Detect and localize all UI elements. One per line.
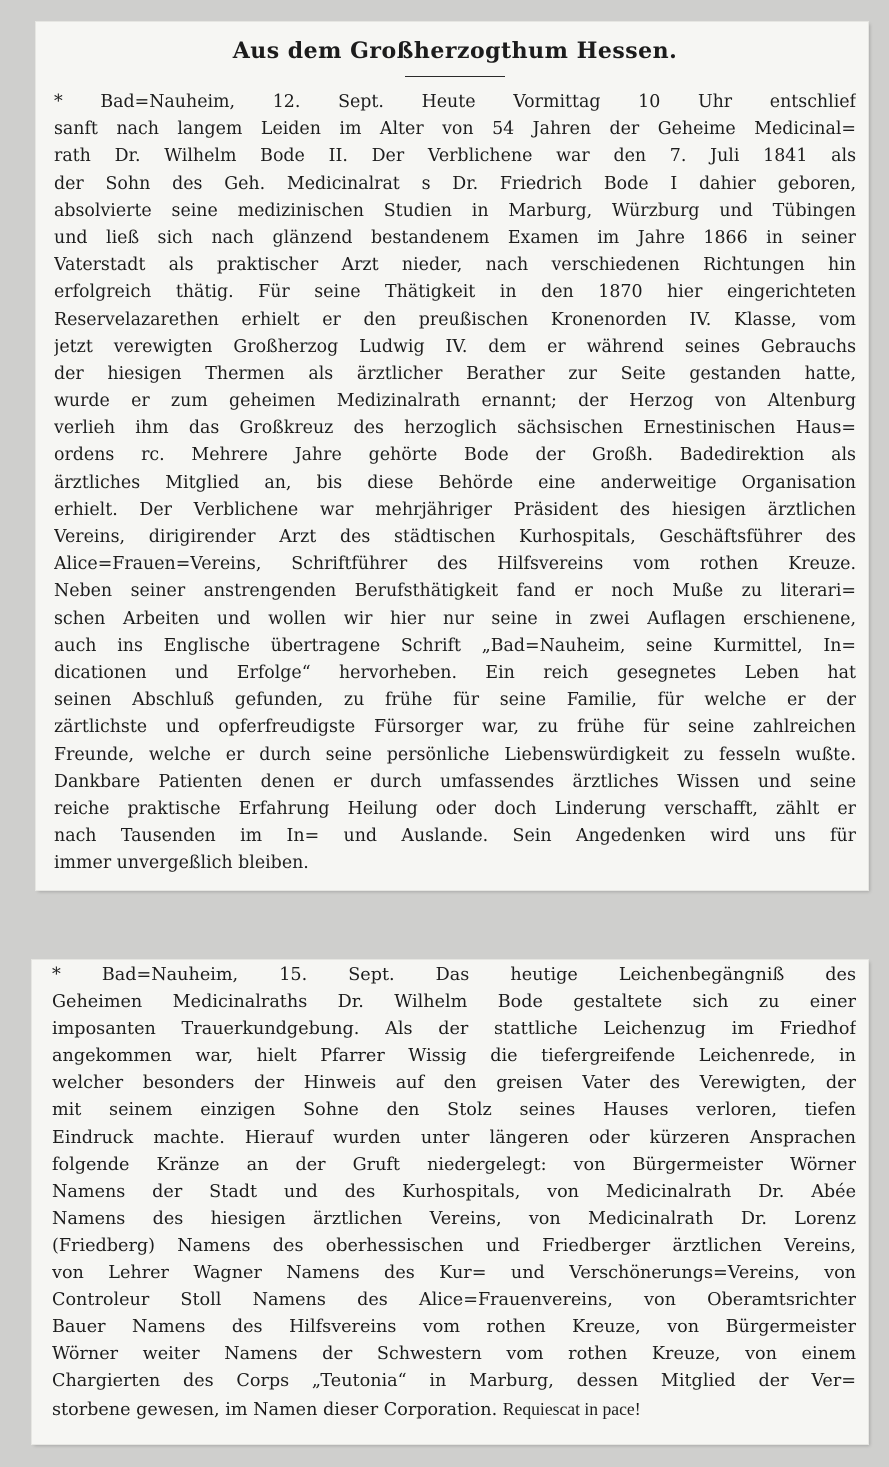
text-line: von Lehrer Wagner Namens des Kur= und Verschönerungs=Vereins, von (52, 1263, 856, 1284)
text-line: ordens rc. Mehrere Jahre gehörte Bode der Großh. Badedirektion als (54, 445, 856, 466)
text-line: Alice=Frauen=Vereins, Schriftführer des Hilfsvereins vom rothen Kreuze. (54, 554, 856, 575)
text-line: jetzt verewigten Großherzog Ludwig IV. dem er während seines Gebrauchs (54, 336, 856, 357)
text-line: folgende Kränze an der Gruft niedergelegt: von Bürgermeister Wörner (52, 1154, 856, 1175)
text-line: und ließ sich nach glänzend bestandenem Examen im Jahre 1866 in seiner (54, 227, 856, 248)
text-line: (Friedberg) Namens des oberhessischen und Friedberger ärztlichen Vereins, (52, 1235, 856, 1256)
text-line: immer unvergeßlich bleiben. (54, 853, 309, 874)
text-line: welcher besonders der Hinweis auf den greisen Vater des Verewigten, der (52, 1073, 856, 1094)
text-line: Vaterstadt als praktischer Arzt nieder, nach verschiedenen Richtungen hin (54, 255, 856, 276)
text-line: Wörner weiter Namens der Schwestern vom rothen Kreuze, von einem (52, 1344, 856, 1365)
text-line: Reservelazarethen erhielt er den preußischen Kronenorden IV. Klasse, vom (54, 309, 856, 330)
text-line: auch ins Englische übertragene Schrift „Bad=Nauheim, seine Kurmittel, In= (54, 635, 856, 656)
text-line: der hiesigen Thermen als ärztlicher Berather zur Seite gestanden hatte, (54, 363, 856, 384)
text-line: Geheimen Medicinalraths Dr. Wilhelm Bode gestaltete sich zu einer (52, 992, 856, 1013)
text-line: ärztliches Mitglied an, bis diese Behörde eine anderweitige Organisation (54, 472, 856, 493)
text-line: Dankbare Patienten denen er durch umfassendes ärztliches Wissen und seine (54, 771, 856, 792)
text-line: Eindruck machte. Hierauf wurden unter längeren oder kürzeren Ansprachen (52, 1127, 856, 1148)
text-line: sanft nach langem Leiden im Alter von 54 Jahren der Geheime Medicinal= (54, 119, 856, 140)
latin-closing: Requiescat in pace! (502, 1398, 641, 1419)
text-line: Namens des hiesigen ärztlichen Vereins, von Medicinalrath Dr. Lorenz (52, 1208, 856, 1229)
text-line: imposanten Trauerkundgebung. Als der stattliche Leichenzug im Friedhof (52, 1019, 856, 1040)
text-line: Controleur Stoll Namens des Alice=Frauenvereins, von Oberamtsrichter (52, 1290, 856, 1311)
text-line: Bauer Namens des Hilfsvereins vom rothen Kreuze, von Bürgermeister (52, 1317, 856, 1338)
text-line: Freunde, welche er durch seine persönliche Liebenswürdigkeit zu fesseln wußte. (54, 744, 856, 765)
text-line: schen Arbeiten und wollen wir hier nur seine in zwei Auflagen erschienene, (54, 608, 856, 629)
obituary-clipping (36, 22, 868, 890)
text-line: zärtlichste und opferfreudigste Fürsorger war, zu frühe für seine zahlreichen (54, 717, 856, 738)
funeral-report-clipping (32, 960, 868, 1444)
text-line: Namens der Stadt und des Kurhospitals, von Medicinalrath Dr. Abée (52, 1181, 856, 1202)
headline-divider (405, 76, 505, 77)
text-line: erfolgreich thätig. Für seine Thätigkeit in den 1870 hier eingerichteten (54, 282, 856, 303)
text-line: absolvierte seine medizinischen Studien in Marburg, Würzburg und Tübingen (54, 200, 856, 221)
text-line: wurde er zum geheimen Medizinalrath ernannt; der Herzog von Altenburg (54, 391, 856, 412)
text-line: angekommen war, hielt Pfarrer Wissig die tiefergreifende Leichenrede, in (52, 1046, 856, 1067)
text-line: Vereins, dirigirender Arzt des städtischen Kurhospitals, Geschäftsführer des (54, 527, 856, 547)
text-line: * Bad=Nauheim, 15. Sept. Das heutige Leichenbegängniß des (52, 965, 856, 985)
text-line: verlieh ihm das Großkreuz des herzoglich sächsischen Ernestinischen Haus= (54, 418, 856, 439)
obituary-body (54, 89, 856, 877)
text-line: reiche praktische Erfahrung Heilung oder doch Linderung verschafft, zählt er (54, 798, 856, 819)
text-line: Neben seiner anstrengenden Berufsthätigkeit fand er noch Muße zu literari= (54, 581, 856, 602)
text-line: storbene gewesen, im Namen dieser Corporation. Requiescat in pace! (52, 1398, 641, 1420)
funeral-report-body (52, 962, 856, 1423)
text-line: rath Dr. Wilhelm Bode II. Der Verblichene war den 7. Juli 1841 als (54, 146, 856, 167)
text-line: Chargierten des Corps „Teutonia“ in Marburg, dessen Mitglied der Ver= (52, 1371, 856, 1392)
article-headline: Aus dem Großherzogthum Hessen. (232, 38, 678, 64)
text-line: nach Tausenden im In= und Auslande. Sein Angedenken wird uns für (54, 826, 856, 847)
text-line: der Sohn des Geh. Medicinalrat s Dr. Friedrich Bode I dahier geboren, (54, 173, 856, 194)
text-line: dicationen und Erfolge“ hervorheben. Ein reich gesegnetes Leben hat (54, 662, 856, 683)
text-line: mit seinem einzigen Sohne den Stolz seines Hauses verloren, tiefen (52, 1100, 856, 1121)
text-line: * Bad=Nauheim, 12. Sept. Heute Vormittag 10 Uhr entschlief (54, 92, 856, 112)
text-line: seinen Abschluß gefunden, zu frühe für seine Familie, für welche er der (54, 690, 856, 711)
text-line: erhielt. Der Verblichene war mehrjähriger Präsident des hiesigen ärztlichen (54, 499, 856, 520)
